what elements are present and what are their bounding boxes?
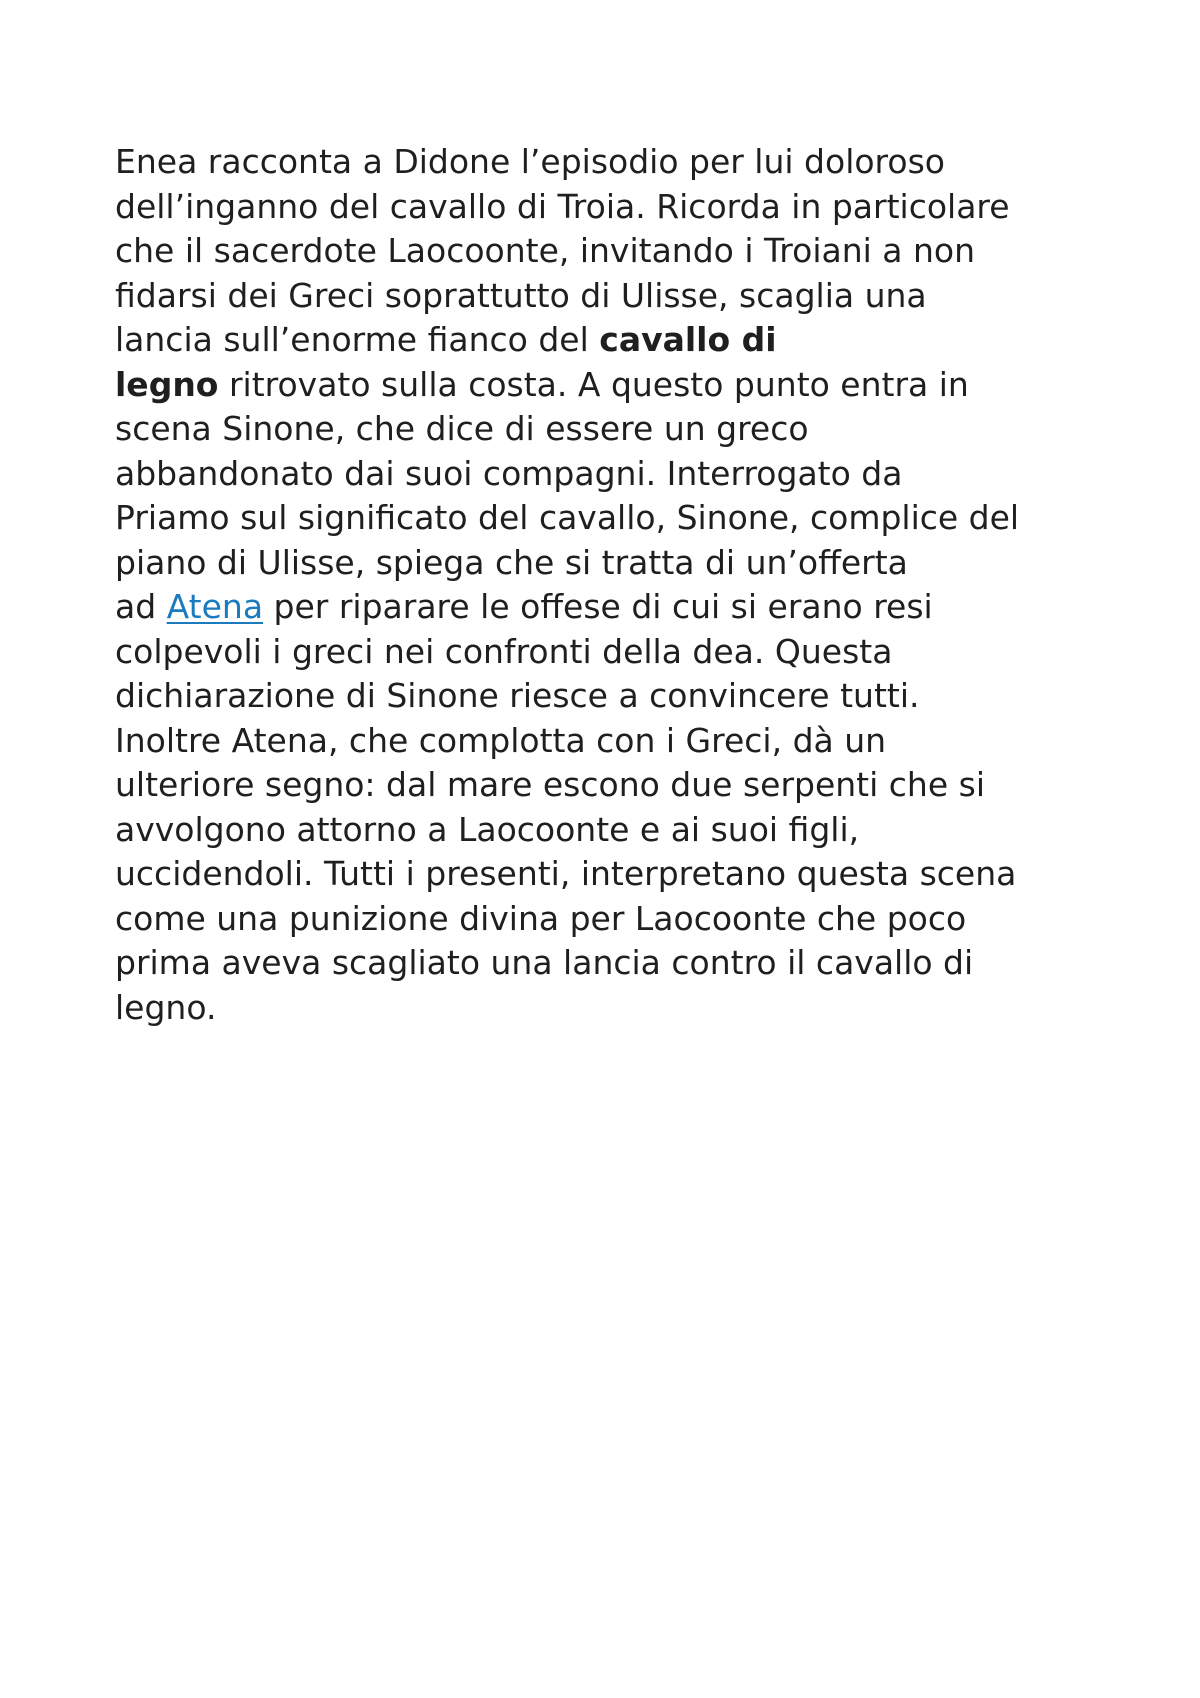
text-segment: lancia sull’enorme fianco del bbox=[115, 320, 600, 359]
text-segment: legno. bbox=[115, 987, 217, 1027]
text-line bbox=[115, 852, 1115, 897]
text-line bbox=[115, 452, 1115, 497]
text-line bbox=[115, 140, 1115, 185]
text-line bbox=[115, 763, 1115, 808]
text-line bbox=[115, 229, 1115, 274]
text-segment: piano di Ulisse, spiega che si tratta di un’offerta bbox=[115, 542, 908, 582]
text-segment: come una punizione divina per Laocoonte che poco bbox=[115, 898, 967, 938]
text-line bbox=[115, 674, 1115, 719]
text-segment: ulteriore segno: dal mare escono due serpenti che si bbox=[115, 765, 985, 804]
bold-text-cavallo-di: cavallo di bbox=[599, 320, 777, 359]
text-segment: per riparare le offese di cui si erano resi bbox=[263, 587, 933, 626]
text-segment: avvolgono attorno a Laocoonte e ai suoi figli, bbox=[115, 809, 860, 849]
text-segment: fidarsi dei Greci soprattutto di Ulisse, scaglia una bbox=[115, 275, 927, 315]
text-line bbox=[115, 585, 1115, 630]
text-line bbox=[115, 274, 1115, 319]
text-segment: dell’inganno del cavallo di Troia. Ricorda in particolare bbox=[115, 186, 1010, 226]
text-line bbox=[115, 496, 1115, 541]
text-line bbox=[115, 318, 1115, 363]
text-segment: scena Sinone, che dice di essere un greco bbox=[115, 409, 809, 448]
text-segment: che il sacerdote Laocoonte, invitando i Troiani a non bbox=[115, 231, 976, 270]
atena-link[interactable]: Atena bbox=[166, 587, 264, 626]
text-line bbox=[115, 407, 1115, 452]
text-line bbox=[115, 986, 1115, 1031]
text-segment: prima aveva scagliato una lancia contro il cavallo di bbox=[115, 943, 974, 982]
text-line bbox=[115, 897, 1115, 942]
text-segment: Inoltre Atena, che complotta con i Greci, dà un bbox=[115, 720, 887, 760]
text-segment: abbandonato dai suoi compagni. Interrogato da bbox=[115, 453, 903, 493]
text-line bbox=[115, 541, 1115, 586]
body-paragraph bbox=[115, 140, 1115, 1030]
text-segment: Enea racconta a Didone l’episodio per lui doloroso bbox=[115, 142, 945, 181]
text-segment: uccidendoli. Tutti i presenti, interpretano questa scena bbox=[115, 854, 1017, 893]
bold-text-legno: legno bbox=[115, 364, 219, 404]
text-segment: dichiarazione di Sinone riesce a convincere tutti. bbox=[115, 676, 920, 715]
text-segment: colpevoli i greci nei confronti della dea. Questa bbox=[115, 631, 893, 671]
text-segment: ritrovato sulla costa. A questo punto entra in bbox=[218, 364, 969, 404]
text-segment: Priamo sul significato del cavallo, Sinone, complice del bbox=[115, 498, 1020, 537]
text-line bbox=[115, 941, 1115, 986]
text-line bbox=[115, 630, 1115, 675]
text-line bbox=[115, 185, 1115, 230]
text-line bbox=[115, 808, 1115, 853]
text-segment: ad bbox=[115, 587, 167, 626]
text-line bbox=[115, 363, 1115, 408]
text-line bbox=[115, 719, 1115, 764]
